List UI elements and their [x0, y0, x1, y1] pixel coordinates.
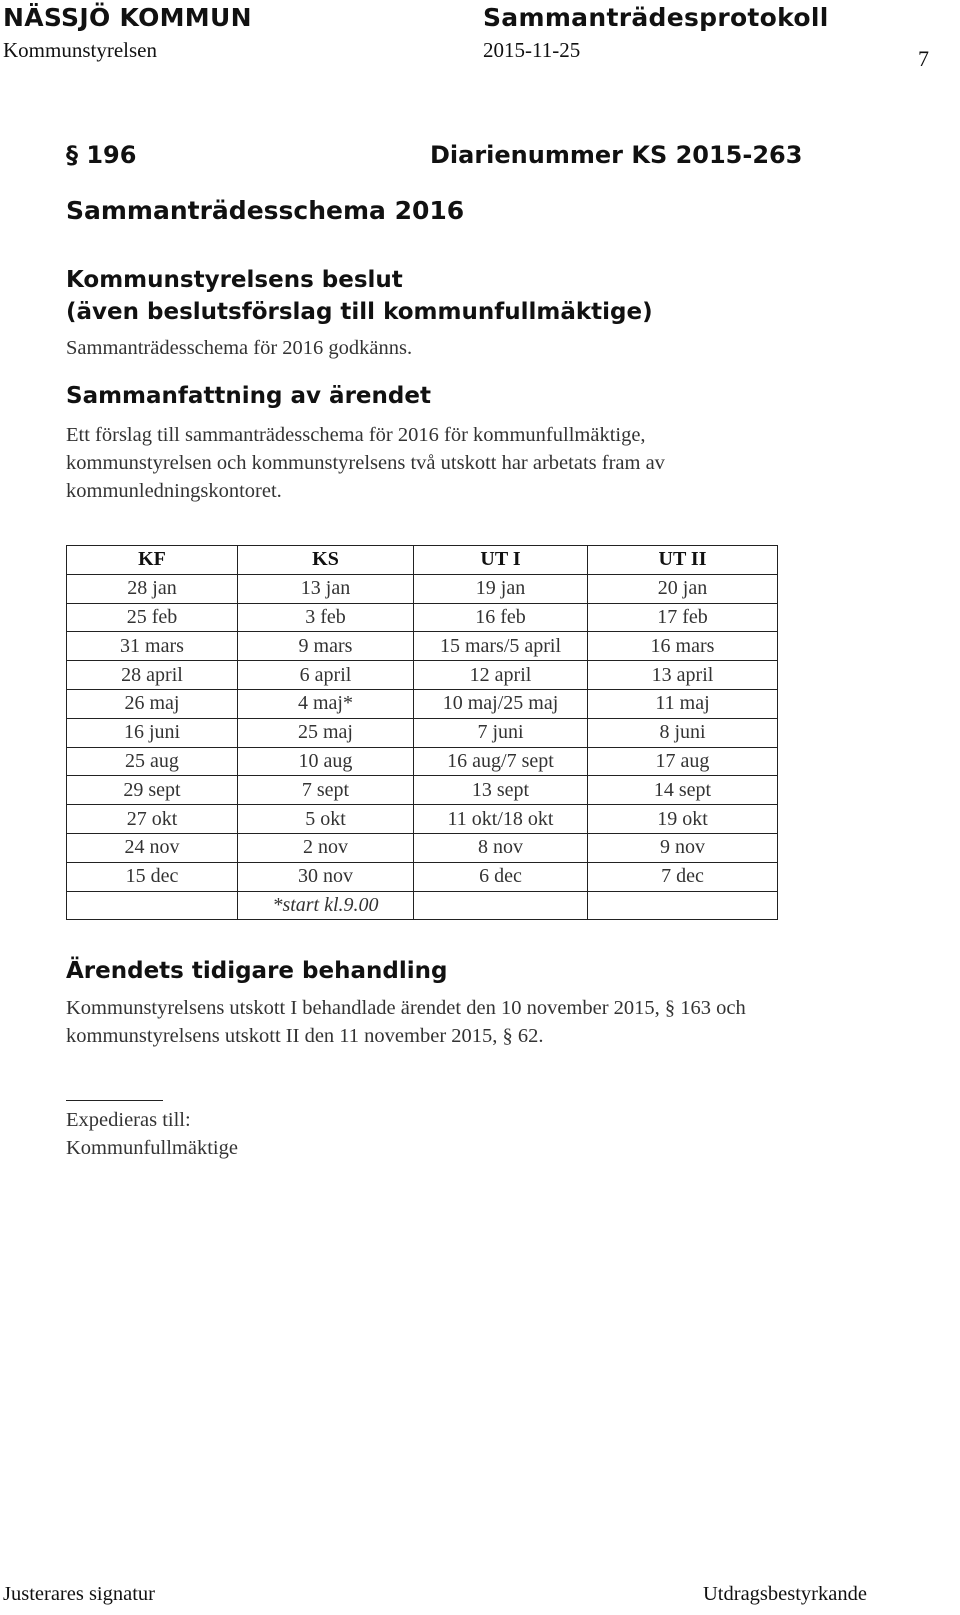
table-cell: 20 jan [588, 574, 778, 603]
table-cell: 15 dec [67, 862, 238, 891]
table-cell: 31 mars [67, 632, 238, 661]
table-cell: 16 aug/7 sept [414, 747, 588, 776]
history-line: kommunstyrelsens utskott II den 11 november 2015, § 62. [66, 1025, 544, 1047]
distribution-recipient: Kommunfullmäktige [66, 1137, 238, 1159]
column-header-ut1: UT I [414, 546, 588, 575]
table-cell: 6 dec [414, 862, 588, 891]
table-row [67, 805, 778, 834]
table-cell: 29 sept [67, 776, 238, 805]
table-cell-empty [588, 891, 778, 920]
table-row [67, 833, 778, 862]
diary-number: Diarienummer KS 2015-263 [430, 141, 803, 169]
table-row [67, 747, 778, 776]
table-cell: 6 april [238, 661, 414, 690]
table-cell: 7 sept [238, 776, 414, 805]
table-row [67, 632, 778, 661]
footer-certification-label: Utdragsbestyrkande [703, 1583, 867, 1605]
table-cell: 19 okt [588, 805, 778, 834]
summary-line: Ett förslag till sammanträdesschema för 2016 för kommunfullmäktige, [66, 424, 646, 446]
table-cell: 8 juni [588, 718, 778, 747]
table-cell: 16 juni [67, 718, 238, 747]
table-cell: 13 april [588, 661, 778, 690]
table-cell: 15 mars/5 april [414, 632, 588, 661]
table-row [67, 862, 778, 891]
table-cell: 10 maj/25 maj [414, 689, 588, 718]
table-cell: 19 jan [414, 574, 588, 603]
table-cell: 11 maj [588, 689, 778, 718]
table-cell: 24 nov [67, 833, 238, 862]
table-row [67, 603, 778, 632]
municipality-name: NÄSSJÖ KOMMUN [3, 3, 252, 32]
table-cell: 25 maj [238, 718, 414, 747]
table-cell-empty [414, 891, 588, 920]
table-cell: 17 aug [588, 747, 778, 776]
start-time-footnote: *start kl.9.00 [238, 891, 414, 920]
distribution-label: Expedieras till: [66, 1109, 191, 1131]
summary-line: kommunstyrelsen och kommunstyrelsens två utskott har arbetats fram av [66, 452, 665, 474]
table-header-row [67, 546, 778, 575]
table-row [67, 661, 778, 690]
decision-subheading: (även beslutsförslag till kommunfullmäktige) [66, 299, 653, 325]
table-cell: 28 jan [67, 574, 238, 603]
page-number: 7 [918, 46, 929, 71]
meeting-date: 2015-11-25 [483, 38, 581, 62]
table-cell: 13 jan [238, 574, 414, 603]
table-row [67, 776, 778, 805]
table-cell: 4 maj* [238, 689, 414, 718]
table-cell: 9 nov [588, 833, 778, 862]
table-row [67, 574, 778, 603]
divider [66, 1100, 163, 1101]
column-header-kf: KF [67, 546, 238, 575]
table-cell: 14 sept [588, 776, 778, 805]
column-header-ks: KS [238, 546, 414, 575]
table-cell: 13 sept [414, 776, 588, 805]
table-cell: 30 nov [238, 862, 414, 891]
table-cell: 16 mars [588, 632, 778, 661]
meeting-schedule-table [66, 545, 778, 920]
paragraph-number: § 196 [66, 141, 137, 169]
table-cell: 17 feb [588, 603, 778, 632]
table-footnote-row [67, 891, 778, 920]
table-row [67, 718, 778, 747]
decision-heading: Kommunstyrelsens beslut [66, 267, 403, 293]
table-cell: 7 dec [588, 862, 778, 891]
table-cell: 25 feb [67, 603, 238, 632]
table-cell: 11 okt/18 okt [414, 805, 588, 834]
table-row [67, 689, 778, 718]
table-cell: 2 nov [238, 833, 414, 862]
table-cell: 3 feb [238, 603, 414, 632]
table-cell-empty [67, 891, 238, 920]
table-cell: 27 okt [67, 805, 238, 834]
table-cell: 25 aug [67, 747, 238, 776]
table-cell: 5 okt [238, 805, 414, 834]
summary-heading: Sammanfattning av ärendet [66, 383, 431, 409]
summary-line: kommunledningskontoret. [66, 480, 282, 502]
item-title: Sammanträdesschema 2016 [66, 196, 465, 225]
decision-text: Sammanträdesschema för 2016 godkänns. [66, 337, 413, 359]
issuing-body: Kommunstyrelsen [3, 38, 157, 62]
table-cell: 26 maj [67, 689, 238, 718]
table-cell: 9 mars [238, 632, 414, 661]
column-header-ut2: UT II [588, 546, 778, 575]
table-cell: 12 april [414, 661, 588, 690]
table-cell: 10 aug [238, 747, 414, 776]
footer-signature-label: Justerares signatur [3, 1583, 155, 1605]
table-cell: 7 juni [414, 718, 588, 747]
history-line: Kommunstyrelsens utskott I behandlade ärendet den 10 november 2015, § 163 och [66, 997, 746, 1019]
history-heading: Ärendets tidigare behandling [66, 958, 448, 984]
table-cell: 8 nov [414, 833, 588, 862]
table-cell: 16 feb [414, 603, 588, 632]
table-cell: 28 april [67, 661, 238, 690]
document-type: Sammanträdesprotokoll [483, 3, 829, 32]
